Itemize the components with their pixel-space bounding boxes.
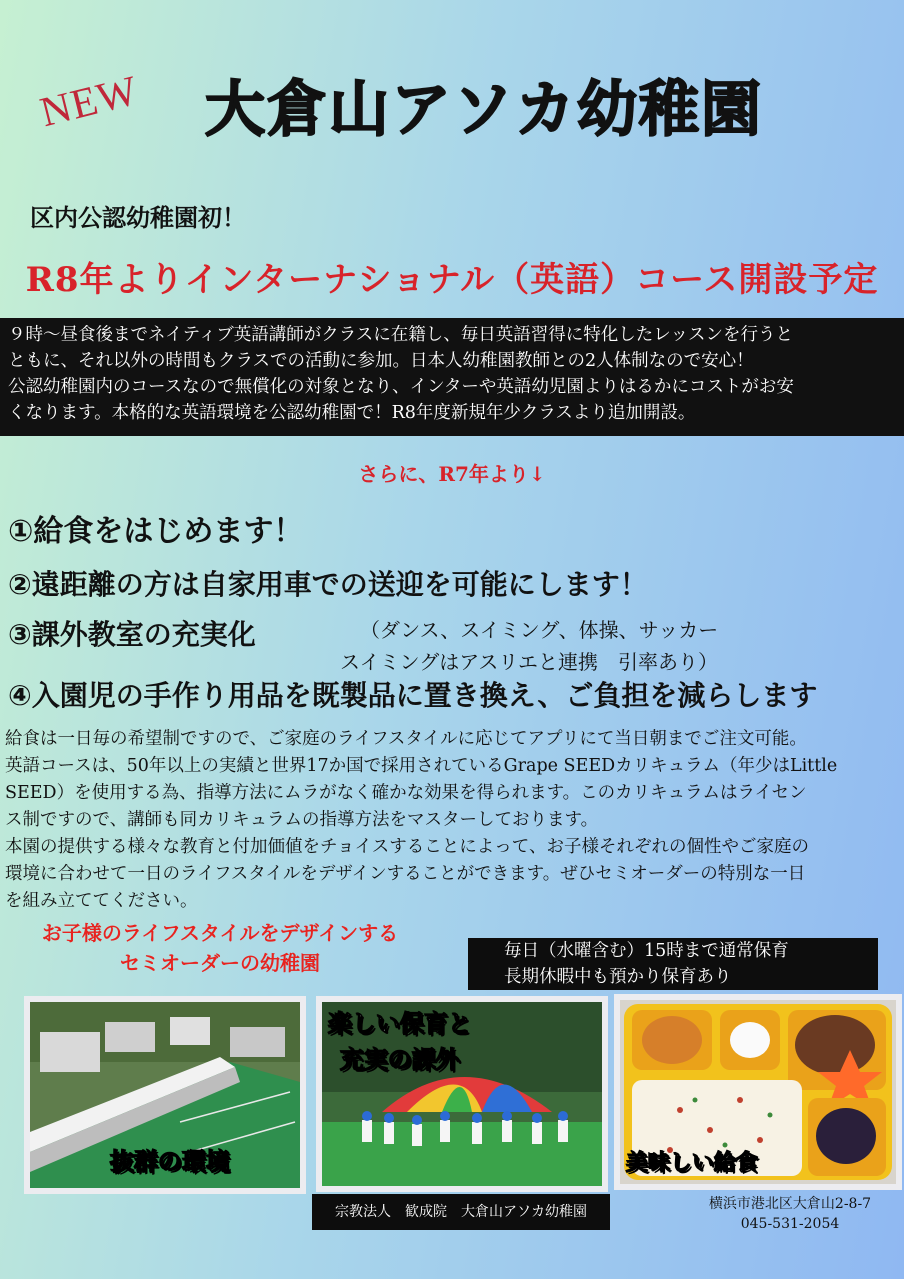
organization-label: 宗教法人 歓成院 大倉山アソカ幼稚園 (312, 1194, 610, 1230)
contact-info (690, 1194, 890, 1234)
description-line: SEED）を使用する為、指導方法にムラがなく確かな効果を得られます。このカリキュラムはライセン (5, 783, 807, 803)
english-course-line: ９時～昼食後までネイティブ英語講師がクラスに在籍し、毎日英語習得に特化したレッスンを行うと (8, 325, 794, 345)
description-line: ス制ですので、講師も同カリキュラムの指導方法をマスターしております。 (5, 810, 599, 830)
extracurricular-detail-1: （ダンス、スイミング、体操、サッカー (360, 618, 719, 642)
tagline (0, 918, 440, 978)
english-course-line: ともに、それ以外の時間もクラスでの活動に参加。日本人幼稚園教師との2人体制なので安心！ (8, 351, 754, 371)
item-extracurricular: ③課外教室の充実化 (8, 618, 256, 651)
description-line: 本園の提供する様々な教育と付加価値をチョイスすることによって、お子様それぞれの個性やご家庭の (5, 837, 809, 857)
tagline-line-2: セミオーダーの幼稚園 (120, 951, 320, 975)
new-stamp: NEW (35, 67, 143, 137)
description-line: 環境に合わせて一日のライフスタイルをデザインすることができます。ぜひセミオーダーの特別な一日 (5, 864, 806, 884)
description-line: 給食は一日毎の希望制ですので、ご家庭のライフスタイルに応じてアプリにて当日朝までご注文可能。 (5, 729, 807, 749)
english-course-description (0, 318, 904, 436)
item-supplies: ④入園児の手作り用品を既製品に置き換え、ご負担を減らします (8, 679, 818, 712)
first-in-ward-text: 区内公認幼稚園初！ (30, 203, 246, 232)
english-course-line: くなります。本格的な英語環境を公認幼稚園で！R8年度新規年少クラスより追加開設。 (8, 403, 696, 423)
campus-caption: 抜群の環境 (110, 1148, 230, 1176)
hours-line-2: 長期休暇中も預かり保育あり (504, 967, 732, 987)
item-car-pickup: ②遠距離の方は自家用車での送迎を可能にします！ (8, 568, 648, 601)
address: 横浜市港北区大倉山2-8-7 (708, 1196, 872, 1212)
tagline-line-1: お子様のライフスタイルをデザインする (41, 921, 399, 945)
activity-caption-line-1: 楽しい保育と (328, 1010, 472, 1038)
hours-info-box (468, 938, 878, 990)
description-line: を組み立ててください。 (5, 891, 198, 911)
activity-caption-line-2: 充実の課外 (340, 1046, 460, 1074)
item-school-lunch: ①給食をはじめます！ (8, 514, 304, 549)
extracurricular-detail-2: スイミングはアスリエと連携 引率あり） (340, 650, 718, 674)
description-line: 英語コースは、50年以上の実績と世界17か国で採用されているGrape SEEDカリキュラム（年少はLittle (5, 756, 838, 776)
kindergarten-title: 大倉山アソカ幼稚園 (205, 75, 763, 145)
english-course-line: 公認幼稚園内のコースなので無償化の対象となり、インターや英語幼児園よりはるかにコストがお安 (8, 377, 794, 397)
phone-number: 045-531-2054 (740, 1216, 840, 1232)
hours-line-1: 毎日（水曜含む）15時まで通常保育 (504, 941, 789, 961)
moreover-heading: さらに、R7年より↓ (358, 462, 546, 486)
international-course-headline: R8年よりインターナショナル（英語）コース開設予定 (25, 260, 879, 300)
description-paragraph (5, 726, 903, 915)
lunch-caption: 美味しい給食 (626, 1151, 759, 1176)
